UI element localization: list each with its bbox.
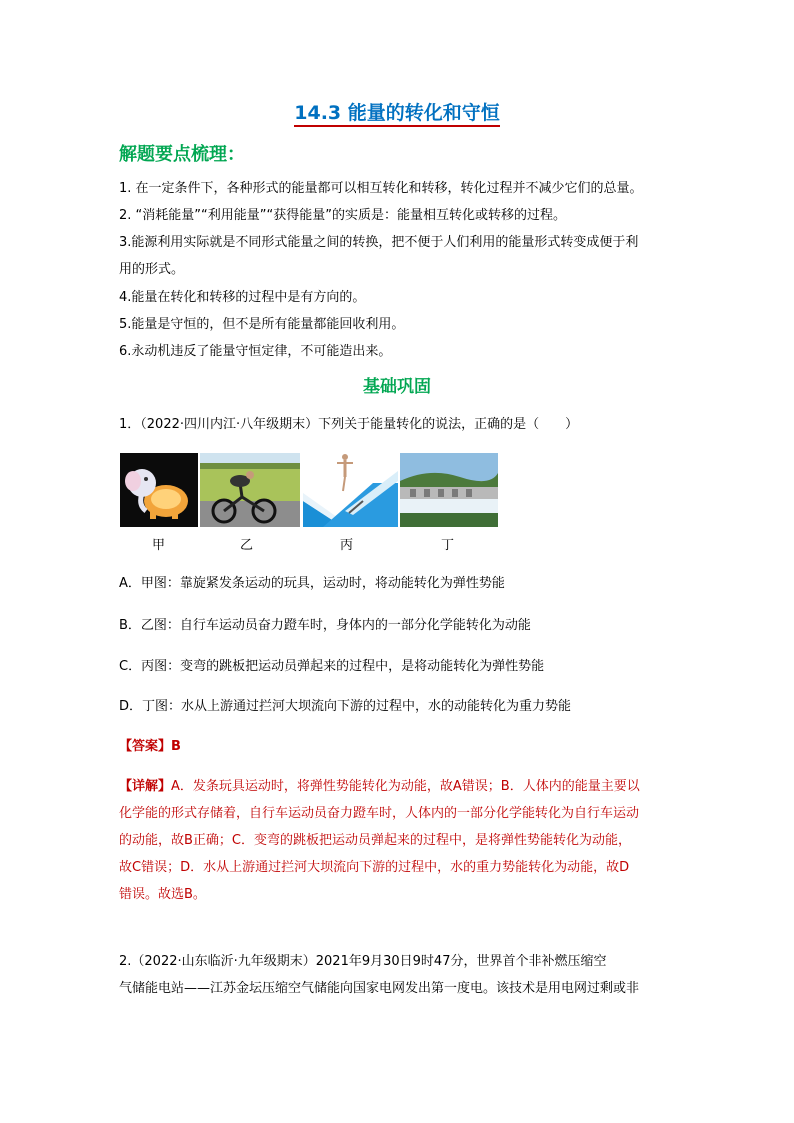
- point-2: 2. “消耗能量”“利用能量”“获得能量”的实质是：能量相互转化或转移的过程。: [119, 208, 566, 223]
- question-2-line-2: 气储能电站——江苏金坛压缩空气储能向国家电网发出第一度电。该技术是用电网过剩或非: [119, 981, 640, 996]
- detail-text-1: A．发条玩具运动时，将弹性势能转化为动能，故A错误；B．人体内的能量主要以: [171, 779, 640, 794]
- caption-ding: 丁: [441, 538, 455, 553]
- detail-line-2: 化学能的形式存储着，自行车运动员奋力蹬车时，人体内的一部分化学能转化为自行车运动: [119, 806, 640, 821]
- section-title: 基础巩固: [363, 377, 431, 397]
- question-2-line-1: 2.（2022·山东临沂·九年级期末）2021年9月30日9时47分，世界首个非补燃压缩空: [119, 954, 607, 969]
- question-1-stem: 1．（2022·四川内江·八年级期末）下列关于能量转化的说法，正确的是（ ）: [119, 417, 579, 432]
- cyclist-image: [200, 453, 300, 527]
- answer: [119, 735, 181, 754]
- option-d: D．丁图：水从上游通过拦河大坝流向下游的过程中，水的动能转化为重力势能: [119, 699, 572, 714]
- dam-image: [400, 453, 498, 527]
- detail-line-4: 故C错误；D．水从上游通过拦河大坝流向下游的过程中，水的重力势能转化为动能，故D: [119, 860, 630, 875]
- detail-label: 【详解】: [119, 779, 172, 794]
- point-3-cont: 用的形式。: [119, 262, 185, 277]
- detail-line-3: 的动能，故B正确；C．变弯的跳板把运动员弹起来的过程中，是将弹性势能转化为动能，: [119, 833, 631, 848]
- option-a: A．甲图：靠旋紧发条运动的玩具，运动时，将动能转化为弹性势能: [119, 576, 505, 591]
- diving-board-image: [303, 453, 398, 527]
- point-1: 1. 在一定条件下，各种形式的能量都可以相互转化和转移，转化过程并不减少它们的总量。: [119, 181, 643, 196]
- caption-bing: 丙: [340, 538, 354, 553]
- point-3: 3.能源利用实际就是不同形式能量之间的转换，把不便于人们利用的能量形式转变成便于利: [119, 235, 639, 250]
- option-c: C．丙图：变弯的跳板把运动员弹起来的过程中，是将动能转化为弹性势能: [119, 659, 545, 674]
- toy-elephant-image: [120, 453, 198, 527]
- answer-label: 【答案】: [119, 739, 172, 754]
- detail-line-1: [119, 775, 640, 794]
- summary-heading: 解题要点梳理：: [119, 144, 245, 165]
- detail-line-5: 错误。故选B。: [119, 887, 206, 902]
- option-b: B．乙图：自行车运动员奋力蹬车时，身体内的一部分化学能转化为动能: [119, 618, 531, 633]
- point-4: 4.能量在转化和转移的过程中是有方向的。: [119, 290, 366, 305]
- answer-value: B: [171, 739, 181, 754]
- page-title: 14.3 能量的转化和守恒: [0, 98, 794, 125]
- caption-jia: 甲: [152, 538, 166, 553]
- caption-yi: 乙: [240, 538, 254, 553]
- point-6: 6.永动机违反了能量守恒定律，不可能造出来。: [119, 344, 392, 359]
- point-5: 5.能量是守恒的，但不是所有能量都能回收利用。: [119, 317, 405, 332]
